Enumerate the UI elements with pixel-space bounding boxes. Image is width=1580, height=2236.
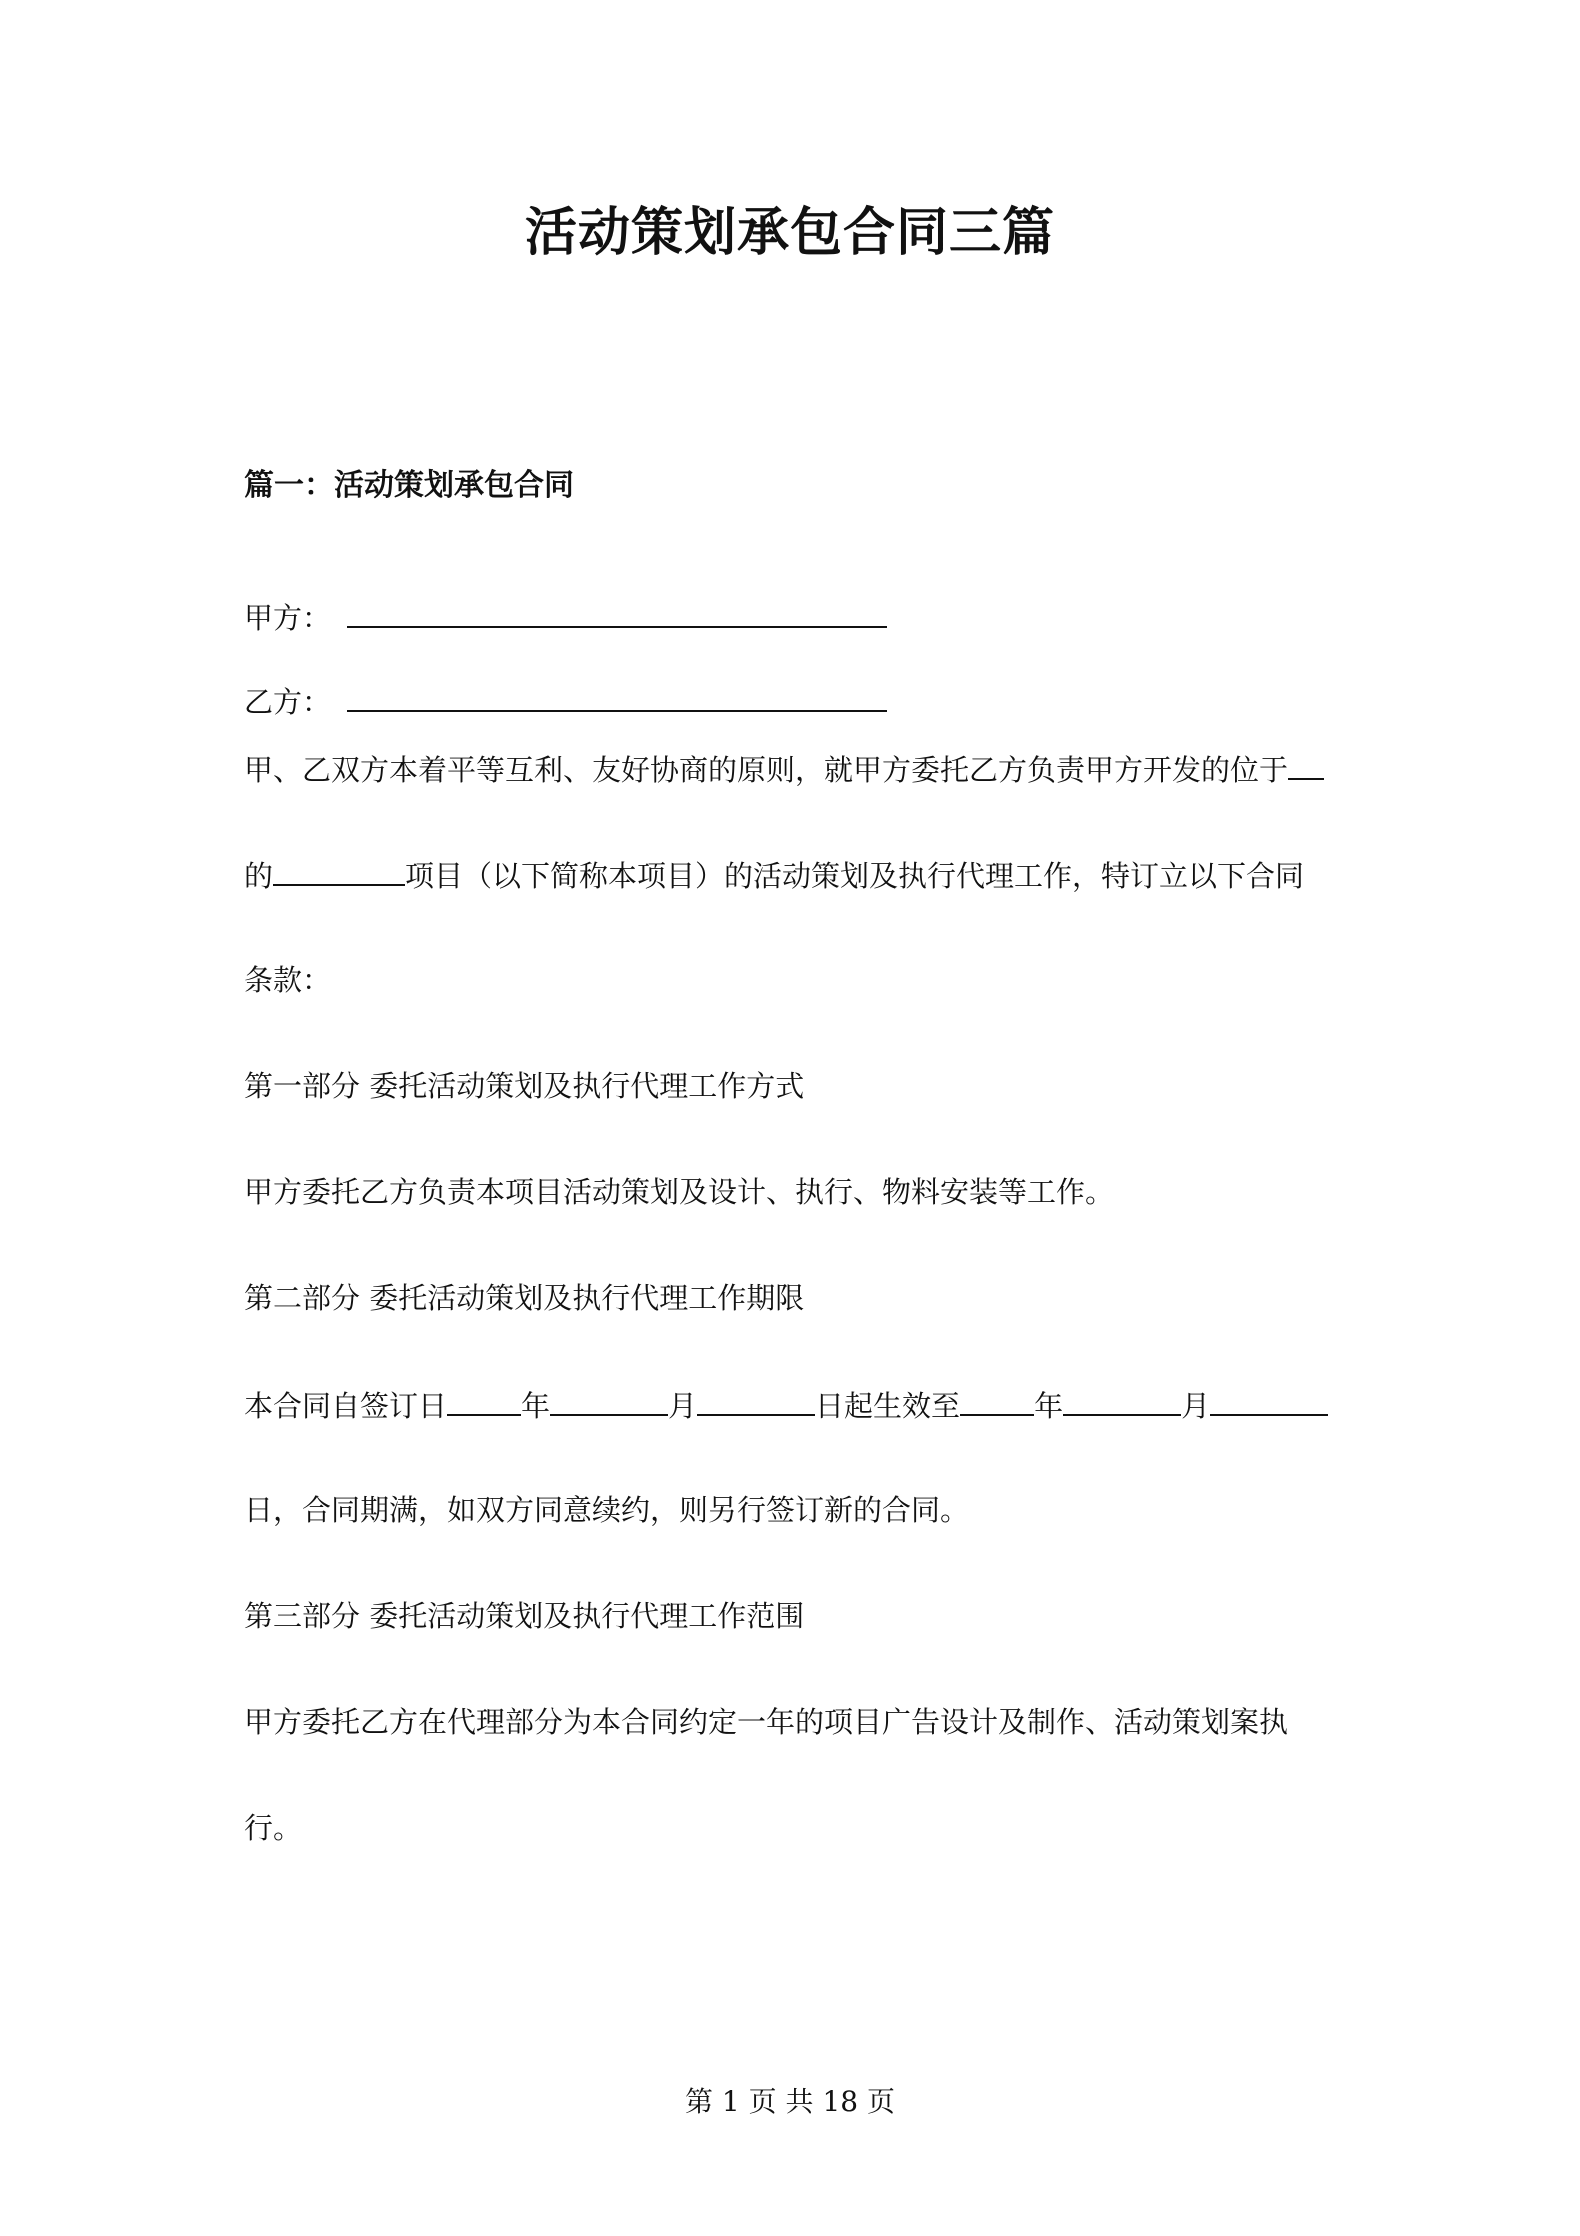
party-b-line <box>244 676 887 726</box>
start-month-label: 月 <box>668 1389 698 1423</box>
intro-line-3: 条款： <box>244 963 332 997</box>
part3-body-line1: 甲方委托乙方在代理部分为本合同约定一年的项目广告设计及制作、活动策划案执 <box>244 1705 1289 1739</box>
part2-term-line <box>244 1380 1328 1430</box>
start-year-blank <box>447 1380 521 1416</box>
part1-body: 甲方委托乙方负责本项目活动策划及设计、执行、物料安装等工作。 <box>244 1175 1115 1209</box>
start-day-blank <box>697 1380 815 1416</box>
footer-current-page: 1 <box>721 2085 740 2118</box>
end-day-blank <box>1210 1380 1328 1416</box>
intro-line-2 <box>244 850 1304 900</box>
end-year-blank <box>960 1380 1034 1416</box>
footer-prefix: 第 <box>684 2085 713 2118</box>
party-a-line <box>244 592 887 642</box>
page-footer <box>0 2080 1580 2124</box>
intro-text-2-suffix: 项目（以下简称本项目）的活动策划及执行代理工作，特订立以下合同 <box>405 859 1305 893</box>
document-title: 活动策划承包合同三篇 <box>524 203 1055 263</box>
footer-suffix: 页 <box>867 2085 896 2118</box>
section-heading: 篇一：活动策划承包合同 <box>244 468 574 503</box>
part2-heading: 第二部分 委托活动策划及执行代理工作期限 <box>244 1281 805 1315</box>
end-month-blank <box>1063 1380 1181 1416</box>
party-b-label: 乙方： <box>244 685 332 719</box>
location-blank <box>1288 744 1324 780</box>
part3-body-line2: 行。 <box>244 1811 303 1845</box>
party-a-blank <box>347 592 887 628</box>
party-b-blank <box>347 676 887 712</box>
footer-total-pages: 18 <box>822 2085 859 2118</box>
part1-heading: 第一部分 委托活动策划及执行代理工作方式 <box>244 1069 805 1103</box>
part2-body-line2: 日，合同期满，如双方同意续约，则另行签订新的合同。 <box>244 1493 970 1527</box>
end-year-label: 年 <box>1034 1389 1064 1423</box>
party-a-label: 甲方： <box>244 601 332 635</box>
project-name-blank <box>273 850 405 886</box>
part2-body-prefix: 本合同自签订日 <box>244 1389 448 1423</box>
intro-text-1: 甲、乙双方本着平等互利、友好协商的原则，就甲方委托乙方负责甲方开发的位于 <box>244 753 1289 787</box>
start-day-label: 日起生效至 <box>815 1389 961 1423</box>
start-month-blank <box>550 1380 668 1416</box>
end-month-label: 月 <box>1181 1389 1211 1423</box>
intro-text-2-prefix: 的 <box>244 859 274 893</box>
part3-heading: 第三部分 委托活动策划及执行代理工作范围 <box>244 1599 805 1633</box>
footer-page-word: 页 <box>748 2085 777 2118</box>
start-year-label: 年 <box>521 1389 551 1423</box>
footer-total-word: 共 <box>785 2085 814 2118</box>
intro-line-1 <box>244 744 1324 794</box>
